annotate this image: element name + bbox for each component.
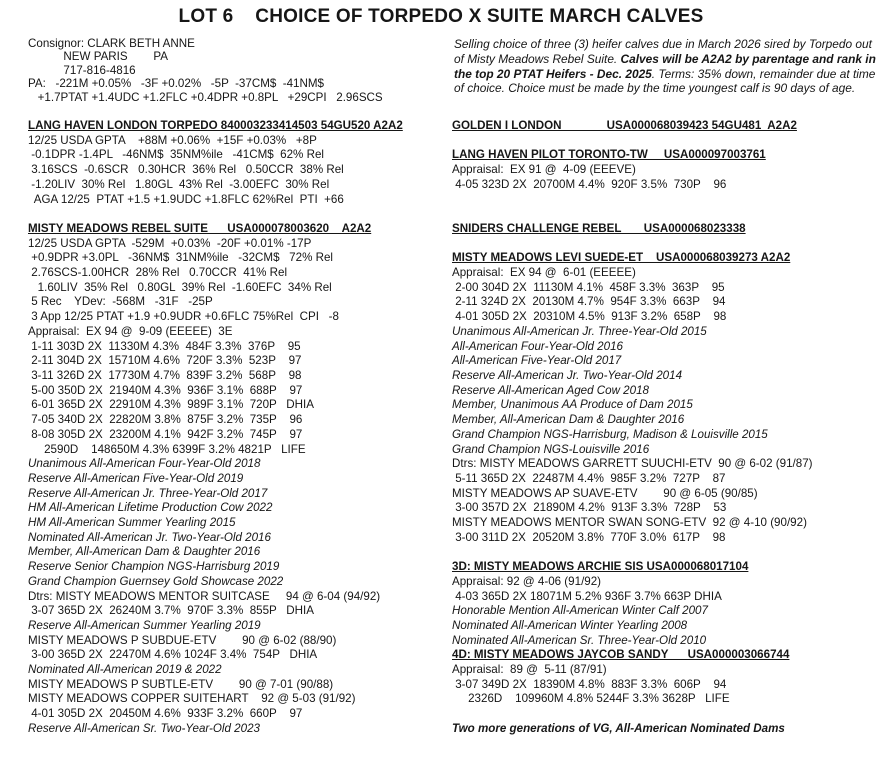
animal-heading: SNIDERS CHALLENGE REBEL USA000068023338 — [452, 221, 746, 235]
award-line: All-American Four-Year-Old 2016 — [452, 339, 623, 353]
pedigree-line: 1.60LIV 35% Rel 0.80GL 39% Rel -1.60EFC 34% Rel — [28, 280, 332, 294]
pedigree-line: Dtrs: MISTY MEADOWS GARRETT SUUCHI-ETV 90 @ 6-02 (91/87) — [452, 457, 813, 471]
pedigree-line: 2.76SCS-1.00HCR 28% Rel 0.70CCR 41% Rel — [28, 266, 288, 280]
award-line: All-American Five-Year-Old 2017 — [452, 354, 622, 368]
award-line: Honorable Mention All-American Winter Calf 2007 — [452, 604, 708, 618]
animal-heading: LANG HAVEN LONDON TORPEDO 840003233414503 54GU520 A2A2 — [28, 119, 403, 133]
pedigree-line: 5 Rec YDev: -568M -31F -25P — [28, 295, 213, 309]
consignor-line: 717-816-4816 — [28, 63, 136, 77]
animal-heading: 4D: MISTY MEADOWS JAYCOB SANDY USA000003066744 — [452, 648, 790, 662]
pedigree-line: -1.20LIV 30% Rel 1.80GL 43% Rel -3.00EFC 30% Rel — [28, 177, 330, 191]
award-line: Reserve Senior Champion NGS-Harrisburg 2019 — [28, 560, 280, 574]
pedigree-line: 2-00 304D 2X 11130M 4.1% 458F 3.3% 363P 95 — [452, 280, 725, 294]
pedigree-line: 6-01 365D 2X 22910M 4.3% 989F 3.1% 720P DHIA — [28, 398, 314, 412]
consignor-line: Consignor: CLARK BETH ANNE — [28, 37, 195, 50]
award-line: Unanimous All-American Four-Year-Old 2018 — [28, 457, 261, 471]
header-info-row — [28, 37, 882, 104]
pedigree-line: 2-11 304D 2X 15710M 4.6% 720F 3.3% 523P 97 — [28, 354, 302, 368]
right-pedigree-column — [452, 119, 876, 737]
pedigree-line: MISTY MEADOWS MENTOR SWAN SONG-ETV 92 @ 4-10 (90/92) — [452, 516, 807, 530]
award-line: Reserve All-American Jr. Two-Year-Old 2014 — [452, 368, 683, 382]
pedigree-line: 1-11 303D 2X 11330M 4.3% 484F 3.3% 376P 95 — [28, 339, 301, 353]
spacer — [452, 207, 876, 222]
note-line: Two more generations of VG, All-American Nominated Dams — [452, 721, 785, 735]
sale-description — [454, 37, 876, 104]
pedigree-line: Appraisal: EX 91 @ 4-09 (EEEVE) — [452, 163, 636, 177]
pedigree-line: 5-00 350D 2X 21940M 4.3% 936F 3.1% 688P 97 — [28, 383, 303, 397]
pedigree-line: 5-11 365D 2X 22487M 4.4% 985F 3.2% 727P 87 — [452, 471, 726, 485]
pedigree-line: 4-03 365D 2X 18071M 5.2% 936F 3.7% 663P DHIA — [452, 589, 722, 603]
pedigree-line: 12/25 USDA GPTA +88M +0.06% +15F +0.03% +8P — [28, 133, 317, 147]
pedigree-line: +0.9DPR +3.0PL -36NM$ 31NM%ile -32CM$ 72% Rel — [28, 251, 334, 265]
award-line: HM All-American Lifetime Production Cow 2022 — [28, 501, 273, 515]
award-line: Grand Champion NGS-Louisville 2016 — [452, 442, 650, 456]
consignor-line: PA: -221M +0.05% -3F +0.02% -5P -37CM$ -41NM$ — [28, 77, 324, 91]
description-highlight: Calves will be A2A2 by parentage and rank in the top 20 PTAT Heifers - Dec. 2025 — [454, 51, 876, 81]
spacer — [452, 193, 876, 208]
pedigree-line: -0.1DPR -1.4PL -46NM$ 35NM%ile -41CM$ 62% Rel — [28, 148, 324, 162]
pedigree-line: Appraisal: EX 94 @ 9-09 (EEEEE) 3E — [28, 324, 233, 338]
pedigree-line: Dtrs: MISTY MEADOWS MENTOR SUITCASE 94 @ 6-04 (94/92) — [28, 589, 381, 603]
pedigree-line: MISTY MEADOWS COPPER SUITEHART 92 @ 5-03 (91/92) — [28, 692, 356, 706]
pedigree-line: MISTY MEADOWS P SUBDUE-ETV 90 @ 6-02 (88/90) — [28, 633, 337, 647]
pedigree-line: Appraisal: 92 @ 4-06 (91/92) — [452, 574, 602, 588]
award-line: Reserve All-American Aged Cow 2018 — [452, 383, 649, 397]
pedigree-line: 8-08 305D 2X 23200M 4.1% 942F 3.2% 745P 97 — [28, 427, 303, 441]
pedigree-line: 3-00 365D 2X 22470M 4.6% 1024F 3.4% 754P DHIA — [28, 648, 318, 662]
award-line: Unanimous All-American Jr. Three-Year-Old 2015 — [452, 324, 707, 338]
award-line: Grand Champion Guernsey Gold Showcase 2022 — [28, 574, 284, 588]
award-line: Member, Unanimous AA Produce of Dam 2015 — [452, 398, 693, 412]
award-line: Reserve All-American Five-Year-Old 2019 — [28, 471, 244, 485]
animal-heading: 3D: MISTY MEADOWS ARCHIE SIS USA000068017104 — [452, 560, 749, 574]
award-line: Reserve All-American Jr. Three-Year-Old 2017 — [28, 486, 268, 500]
pedigree-line: 2-11 324D 2X 20130M 4.7% 954F 3.3% 663P 94 — [452, 295, 726, 309]
spacer — [452, 545, 876, 560]
animal-heading: MISTY MEADOWS REBEL SUITE USA000078003620 A2A2 — [28, 221, 372, 235]
pedigree-line: 3-07 349D 2X 18390M 4.8% 883F 3.3% 606P 94 — [452, 677, 727, 691]
spacer — [28, 207, 452, 222]
award-line: Grand Champion NGS-Harrisburg, Madison & Louisville 2015 — [452, 427, 768, 441]
pedigree-line: 12/25 USDA GPTA -529M +0.03% -20F +0.01% -17P — [28, 236, 312, 250]
award-line: HM All-American Summer Yearling 2015 — [28, 516, 236, 530]
award-line: Member, All-American Dam & Daughter 2016 — [28, 545, 261, 559]
pedigree-line: 2326D 109960M 4.8% 5244F 3.3% 3628P LIFE — [452, 692, 730, 706]
spacer — [452, 707, 876, 722]
pedigree-line: AGA 12/25 PTAT +1.5 +1.9UDC +1.8FLC 62%Rel PTI +66 — [28, 192, 344, 206]
pedigree-line: MISTY MEADOWS P SUBTLE-ETV 90 @ 7-01 (90/88) — [28, 677, 334, 691]
consignor-line: NEW PARIS PA — [28, 50, 169, 64]
pedigree-line: Appraisal: EX 94 @ 6-01 (EEEEE) — [452, 266, 636, 280]
consignor-block — [28, 37, 454, 104]
pedigree-line: 3.16SCS -0.6SCR 0.30HCR 36% Rel 0.50CCR 38% Rel — [28, 163, 344, 177]
award-line: Member, All-American Dam & Daughter 2016 — [452, 413, 685, 427]
animal-heading: MISTY MEADOWS LEVI SUEDE-ET USA000068039273 A2A2 — [452, 251, 791, 265]
pedigree-line: 3-00 311D 2X 20520M 3.8% 770F 3.0% 617P 98 — [452, 530, 726, 544]
award-line: Nominated All-American Sr. Three-Year-Old 2010 — [452, 633, 707, 647]
consignor-line: +1.7PTAT +1.4UDC +1.2FLC +0.4DPR +0.8PL +29CPI 2.96SCS — [28, 90, 383, 104]
award-line: Nominated All-American Winter Yearling 2008 — [452, 618, 688, 632]
pedigree-line: 2590D 148650M 4.3% 6399F 3.2% 4821P LIFE — [28, 442, 306, 456]
pedigree-line: 4-01 305D 2X 20450M 4.6% 933F 3.2% 660P 97 — [28, 707, 303, 721]
award-line: Nominated All-American 2019 & 2022 — [28, 663, 222, 677]
award-line: Reserve All-American Summer Yearling 2019 — [28, 618, 261, 632]
pedigree-columns — [28, 119, 882, 737]
award-line: Reserve All-American Sr. Two-Year-Old 2023 — [28, 721, 260, 735]
award-line: Nominated All-American Jr. Two-Year-Old 2016 — [28, 530, 271, 544]
pedigree-line: 3-07 365D 2X 26240M 3.7% 970F 3.3% 855P DHIA — [28, 604, 314, 618]
animal-heading: LANG HAVEN PILOT TORONTO-TW USA000097003761 — [452, 148, 766, 162]
pedigree-line: 3 App 12/25 PTAT +1.9 +0.9UDR +0.6FLC 75%Rel CPI -8 — [28, 310, 339, 324]
description-terms: . Terms: 35% down, remainder due at time of choice. Choice must be made by the time youngest calf is 90 days of age. — [454, 66, 876, 96]
page-title: LOT 6 CHOICE OF TORPEDO X SUITE MARCH CALVES — [178, 6, 704, 27]
pedigree-line: 3-11 326D 2X 17730M 4.7% 839F 3.2% 568P 98 — [28, 368, 302, 382]
pedigree-line: 3-00 357D 2X 21890M 4.2% 913F 3.3% 728P 53 — [452, 501, 727, 515]
pedigree-line: Appraisal: 89 @ 5-11 (87/91) — [452, 663, 607, 677]
spacer — [452, 134, 876, 149]
left-pedigree-column — [28, 119, 452, 737]
pedigree-line: 7-05 340D 2X 22820M 3.8% 875F 3.2% 735P 96 — [28, 413, 303, 427]
description-text: Selling choice of three (3) heifer calves due in March 2026 sired by Torpedo out of Misty Meadows Rebel Suite. — [454, 37, 872, 66]
animal-heading: GOLDEN I LONDON USA000068039423 54GU481 A2A2 — [452, 119, 797, 133]
spacer — [452, 237, 876, 252]
pedigree-line: MISTY MEADOWS AP SUAVE-ETV 90 @ 6-05 (90/85) — [452, 486, 758, 500]
pedigree-line: 4-01 305D 2X 20310M 4.5% 913F 3.2% 658P 98 — [452, 310, 727, 324]
pedigree-line: 4-05 323D 2X 20700M 4.4% 920F 3.5% 730P 96 — [452, 177, 727, 191]
